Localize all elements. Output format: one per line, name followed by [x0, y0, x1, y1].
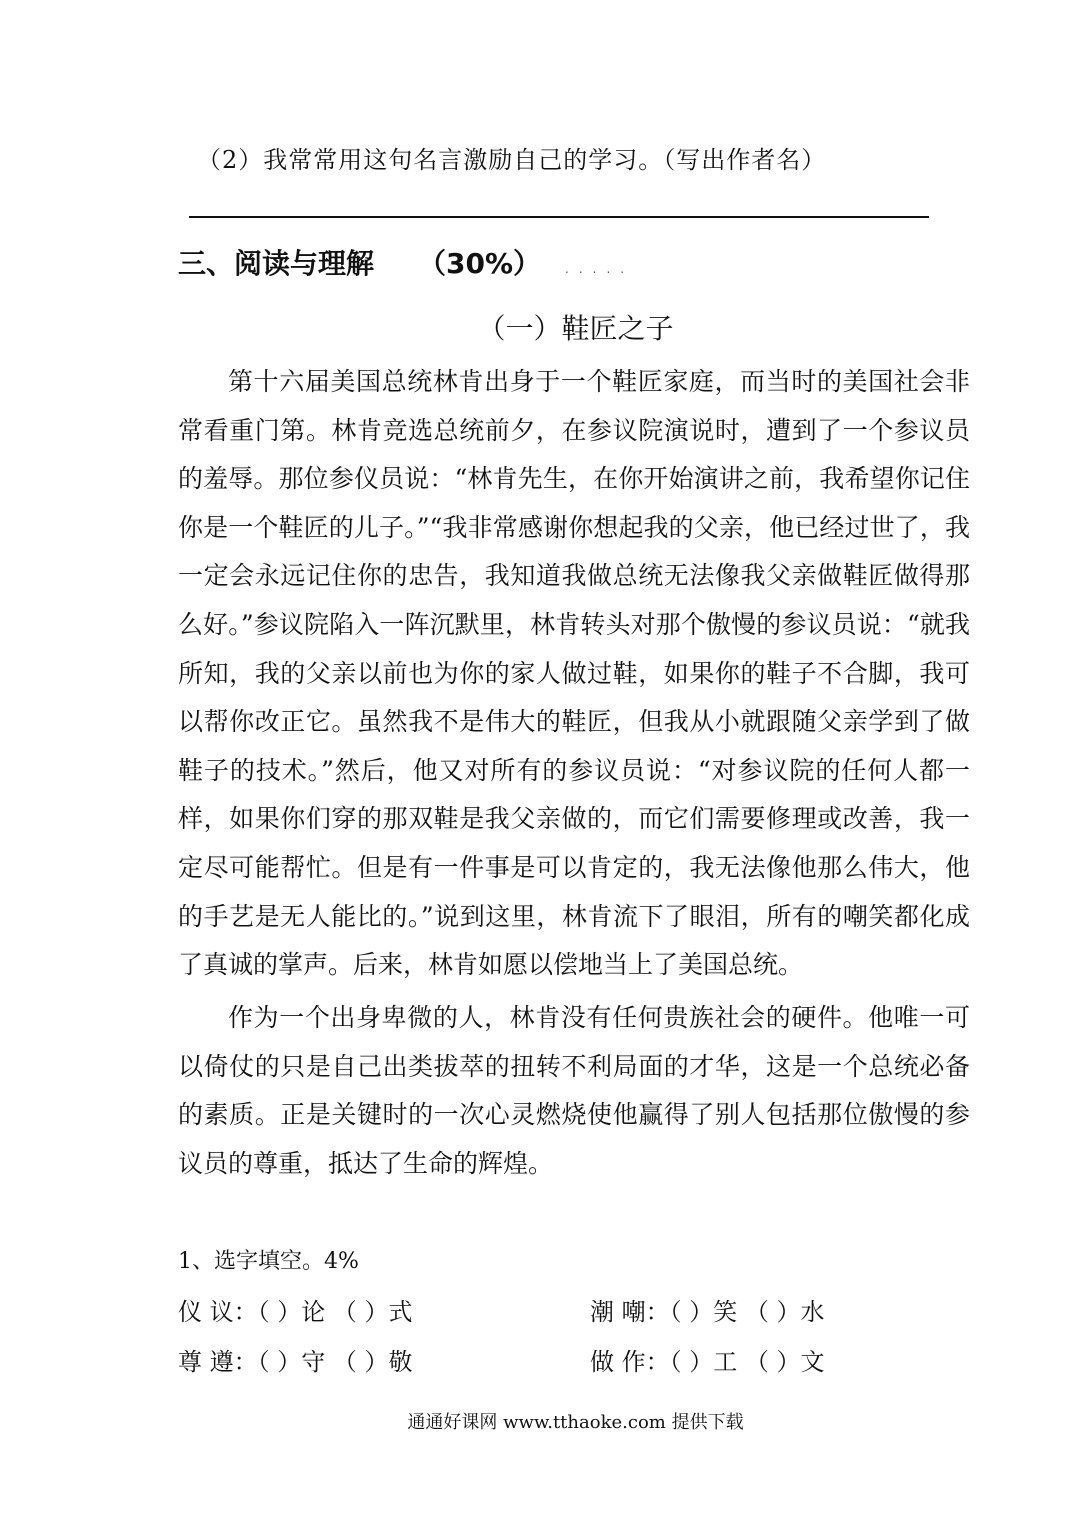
passage-paragraph-1: 第十六届美国总统林肯出身于一个鞋匠家庭，而当时的美国社会非常看重门第。林肯竞选总统前夕，在参议院演说时，遭到了一个参议员的羞辱。那位参仪员说：“林肯先生，在你开始演讲之前，我希望你记住你是一个鞋匠的儿子。”“我非常感谢你想起我的父亲，他已经过世了，我一定会永远记住你的忠告，我知道我做总统无法像我父亲做鞋匠做得那么好。”参议院陷入一阵沉默里，林肯转头对那个傲慢的参议员说：“就我所知，我的父亲以前也为你的家人做过鞋，如果你的鞋子不合脚，我可以帮你改正它。虽然我不是伟大的鞋匠，但我从小就跟随父亲学到了做鞋子的技术。”然后，他又对所有的参议员说：“对参议院的任何人都一样，如果你们穿的那双鞋是我父亲做的，而它们需要修理或改善，我一定尽可能帮忙。但是有一件事是可以肯定的，我无法像他那么伟大，他的手艺是无人能比的。”说到这里，林肯流下了眼泪，所有的嘲笑都化成了真诚的掌声。后来，林肯如愿以偿地当上了美国总统。 [178, 367, 970, 980]
section-percent: （30%） [418, 247, 542, 280]
page-footer: 通通好课网 www.tthaoke.com 提供下载 [407, 1412, 744, 1433]
exercise-row-2-left: 尊 遵：（ ）守 （ ）敬 [178, 1348, 413, 1376]
answer-line [189, 216, 929, 218]
passage-paragraph-2: 作为一个出身卑微的人，林肯没有任何贵族社会的硬件。他唯一可以倚仗的只是自己出类拔萃的扭转不利局面的才华，这是一个总统必备的素质。正是关键时的一次心灵燃烧使他赢得了别人包括那位傲慢的参议员的尊重，抵达了生命的辉煌。 [178, 1003, 970, 1178]
passage-title: （一）鞋匠之子 [477, 312, 674, 345]
section-title: 三、阅读与理解 [178, 247, 375, 280]
exercise-instruction: 1、选字填空。4% [178, 1249, 359, 1274]
section-dots: ..... [565, 262, 635, 276]
question-2-prompt: （2）我常常用这句名言激励自己的学习。（写出作者名） [197, 146, 827, 174]
exercise-row-1-left: 仪 议：（ ）论 （ ）式 [178, 1298, 413, 1326]
exercise-row-2-right: 做 作：（ ）工 （ ）文 [590, 1348, 825, 1376]
exercise-row-1-right: 潮 嘲：（ ）笑 （ ）水 [590, 1298, 825, 1326]
section-heading [178, 242, 634, 282]
